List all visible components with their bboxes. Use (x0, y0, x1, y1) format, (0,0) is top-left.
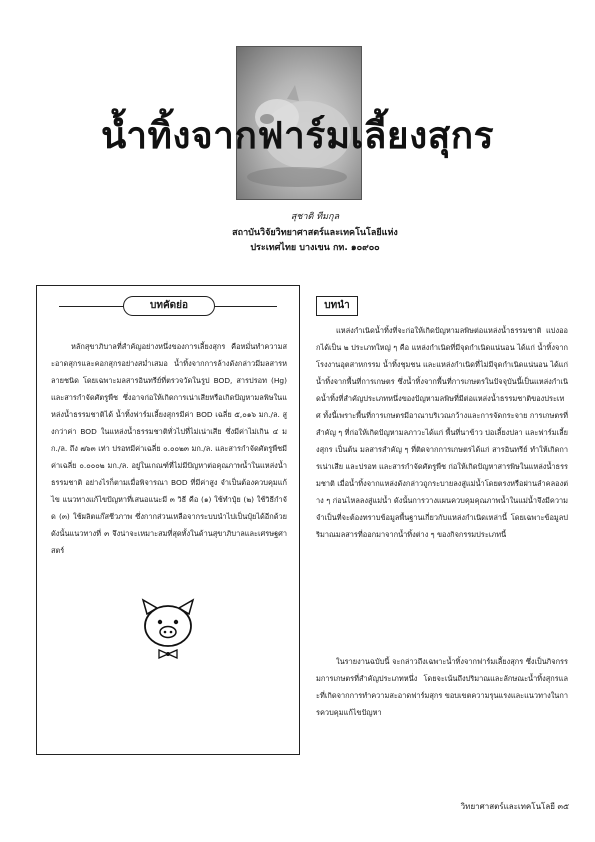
abstract-header (37, 296, 299, 316)
intro-heading: บทนำ (316, 296, 358, 316)
article-title: น้ำทิ้งจากฟาร์มเลี้ยงสุกร (100, 114, 495, 157)
abstract-text: หลักสุขาภิบาลที่สำคัญอย่างหนึ่งของการเลี้ยงสุกร คือหมั่นทำความสะอาดสุกรและคอกสุกรอย่างสม่ำเสมอ น้ำทิ้งจากการล้างดังกล่าวมีมลสารหลายชนิด โดยเฉพาะมลสารอินทรีย์ที่ตรวจวัดในรูป BOD, สารปรอท (Hg) และสารกำจัดศัตรูพืช ซึ่งอาจก่อให้เกิดการเน่าเสียหรือเกิดปัญหามลพิษในแหล่งน้ำธรรมชาติได้ น้ำทิ้งฟาร์มเลี้ยงสุกรมีค่า BOD เฉลี่ย ๕,๐๑๖ มก./ล. สูงกว่าค่า BOD ในแหล่งน้ำธรรมชาติทั่วไปที่ไม่เน่าเสีย ซึ่งมีค่าไม่เกิน ๔ มก./ล. ถึง ๗๖๓ เท่า ปรอทมีค่าเฉลี่ย ๐.๐๐๒๓ มก./ล. และสารกำจัดศัตรูพืชมีค่าเฉลี่ย ๐.๐๐๐๒ มก./ล. อยู่ในเกณฑ์ที่ไม่มีปัญหาต่อคุณภาพน้ำในแหล่งน้ำธรรมชาติ อย่างไรก็ตามเมื่อพิจารณา BOD ที่มีค่าสูง จำเป็นต้องควบคุมแก้ไข แนวทางแก้ไขปัญหาที่เสนอแนะมี ๓ วิธี คือ (๑) ใช้ทำปุ๋ย (๒) ใช้วิธีกำจัด (๓) ใช้ผลิตแก๊สชีวภาพ ซึ่งกากส่วนเหลือจากระบบนำไปเป็นปุ๋ยได้อีกด้วย ดังนั้นแนวทางที่ ๓ จึงน่าจะเหมาะสมที่สุดทั้งในด้านสุขาภิบาลและเศรษฐศาสตร์ (51, 342, 287, 555)
author-institution: สถาบันวิจัยวิทยาศาสตร์และเทคโนโลยีแห่ง (232, 228, 398, 238)
page-footer: วิทยาศาสตร์และเทคโนโลยี ๓๕ (460, 802, 569, 811)
intro-paragraph-2: ในรายงานฉบับนี้ จะกล่าวถึงเฉพาะน้ำทิ้งจากฟาร์มเลี้ยงสุกร ซึ่งเป็นกิจกรรมการเกษตรที่สำคัญประเภทหนึ่ง โดยจะเน้นถึงปริมาณและลักษณะน้ำทิ้งสุกรและที่เกิดจากการทำความสะอาดฟาร์มสุกร ขอบเขตความรุนแรงและแนวทางในการควบคุมแก้ไขปัญหา (316, 657, 568, 717)
abstract-box (36, 285, 300, 755)
author-name: สุชาติ ทีมกุล (290, 212, 340, 222)
pig-face-icon (137, 596, 199, 660)
author-address: ประเทศไทย บางเขน กท. ๑๐๙๐๐ (250, 243, 380, 253)
abstract-heading: บทคัดย่อ (123, 296, 215, 316)
intro-paragraph-1: แหล่งกำเนิดน้ำทิ้งที่จะก่อให้เกิดปัญหามลพิษต่อแหล่งน้ำธรรมชาติ แบ่งออกได้เป็น ๒ ประเภทใหญ่ ๆ คือ แหล่งกำเนิดที่มีจุดกำเนิดแน่นอน ได้แก่ น้ำทิ้งจากโรงงานอุตสาหกรรม น้ำทิ้งชุมชน และแหล่งกำเนิดที่ไม่มีจุดกำเนิดแน่นอน ได้แก่ น้ำทิ้งจากพื้นที่การเกษตร ซึ่งน้ำทิ้งจากพื้นที่การเกษตรในปัจจุบันนี้เป็นแหล่งกำเนิดน้ำทิ้งที่สำคัญประเภทหนึ่งของปัญหามลพิษที่มีต่อแหล่งน้ำธรรมชาติของประเทศ ทั้งนี้เพราะพื้นที่การเกษตรมีอาณาบริเวณกว้างและการจัดกระจาย การเกษตรที่สำคัญ ๆ ที่ก่อให้เกิดปัญหามลภาวะได้แก่ พื้นที่นาข้าว บ่อเลี้ยงปลา และฟาร์มเลี้ยงสุกร เป็นต้น มลสารสำคัญ ๆ ที่ติดจากการเกษตรได้แก่ สารอินทรีย์ ทำให้เกิดการเน่าเสีย และปรอท และสารกำจัดศัตรูพืช ก่อให้เกิดปัญหาสารพิษในแหล่งน้ำธรรมชาติ เมื่อน้ำทิ้งจากแหล่งดังกล่าวถูกระบายลงสู่แม่น้ำโดยตรงหรือผ่านลำคลองต่าง ๆ ก่อนไหลลงสู่แม่น้ำ ดังนั้นการวางแผนควบคุมคุณภาพน้ำในแม่น้ำจึงมีความจำเป็นที่จะต้องทราบข้อมูลพื้นฐานเกี่ยวกับแหล่งกำเนิดเหล่านี้ โดยเฉพาะข้อมูลปริมาณมลสารที่ออกมาจากน้ำทิ้งต่าง ๆ ของกิจกรรมประเภทนี้ (316, 326, 569, 539)
